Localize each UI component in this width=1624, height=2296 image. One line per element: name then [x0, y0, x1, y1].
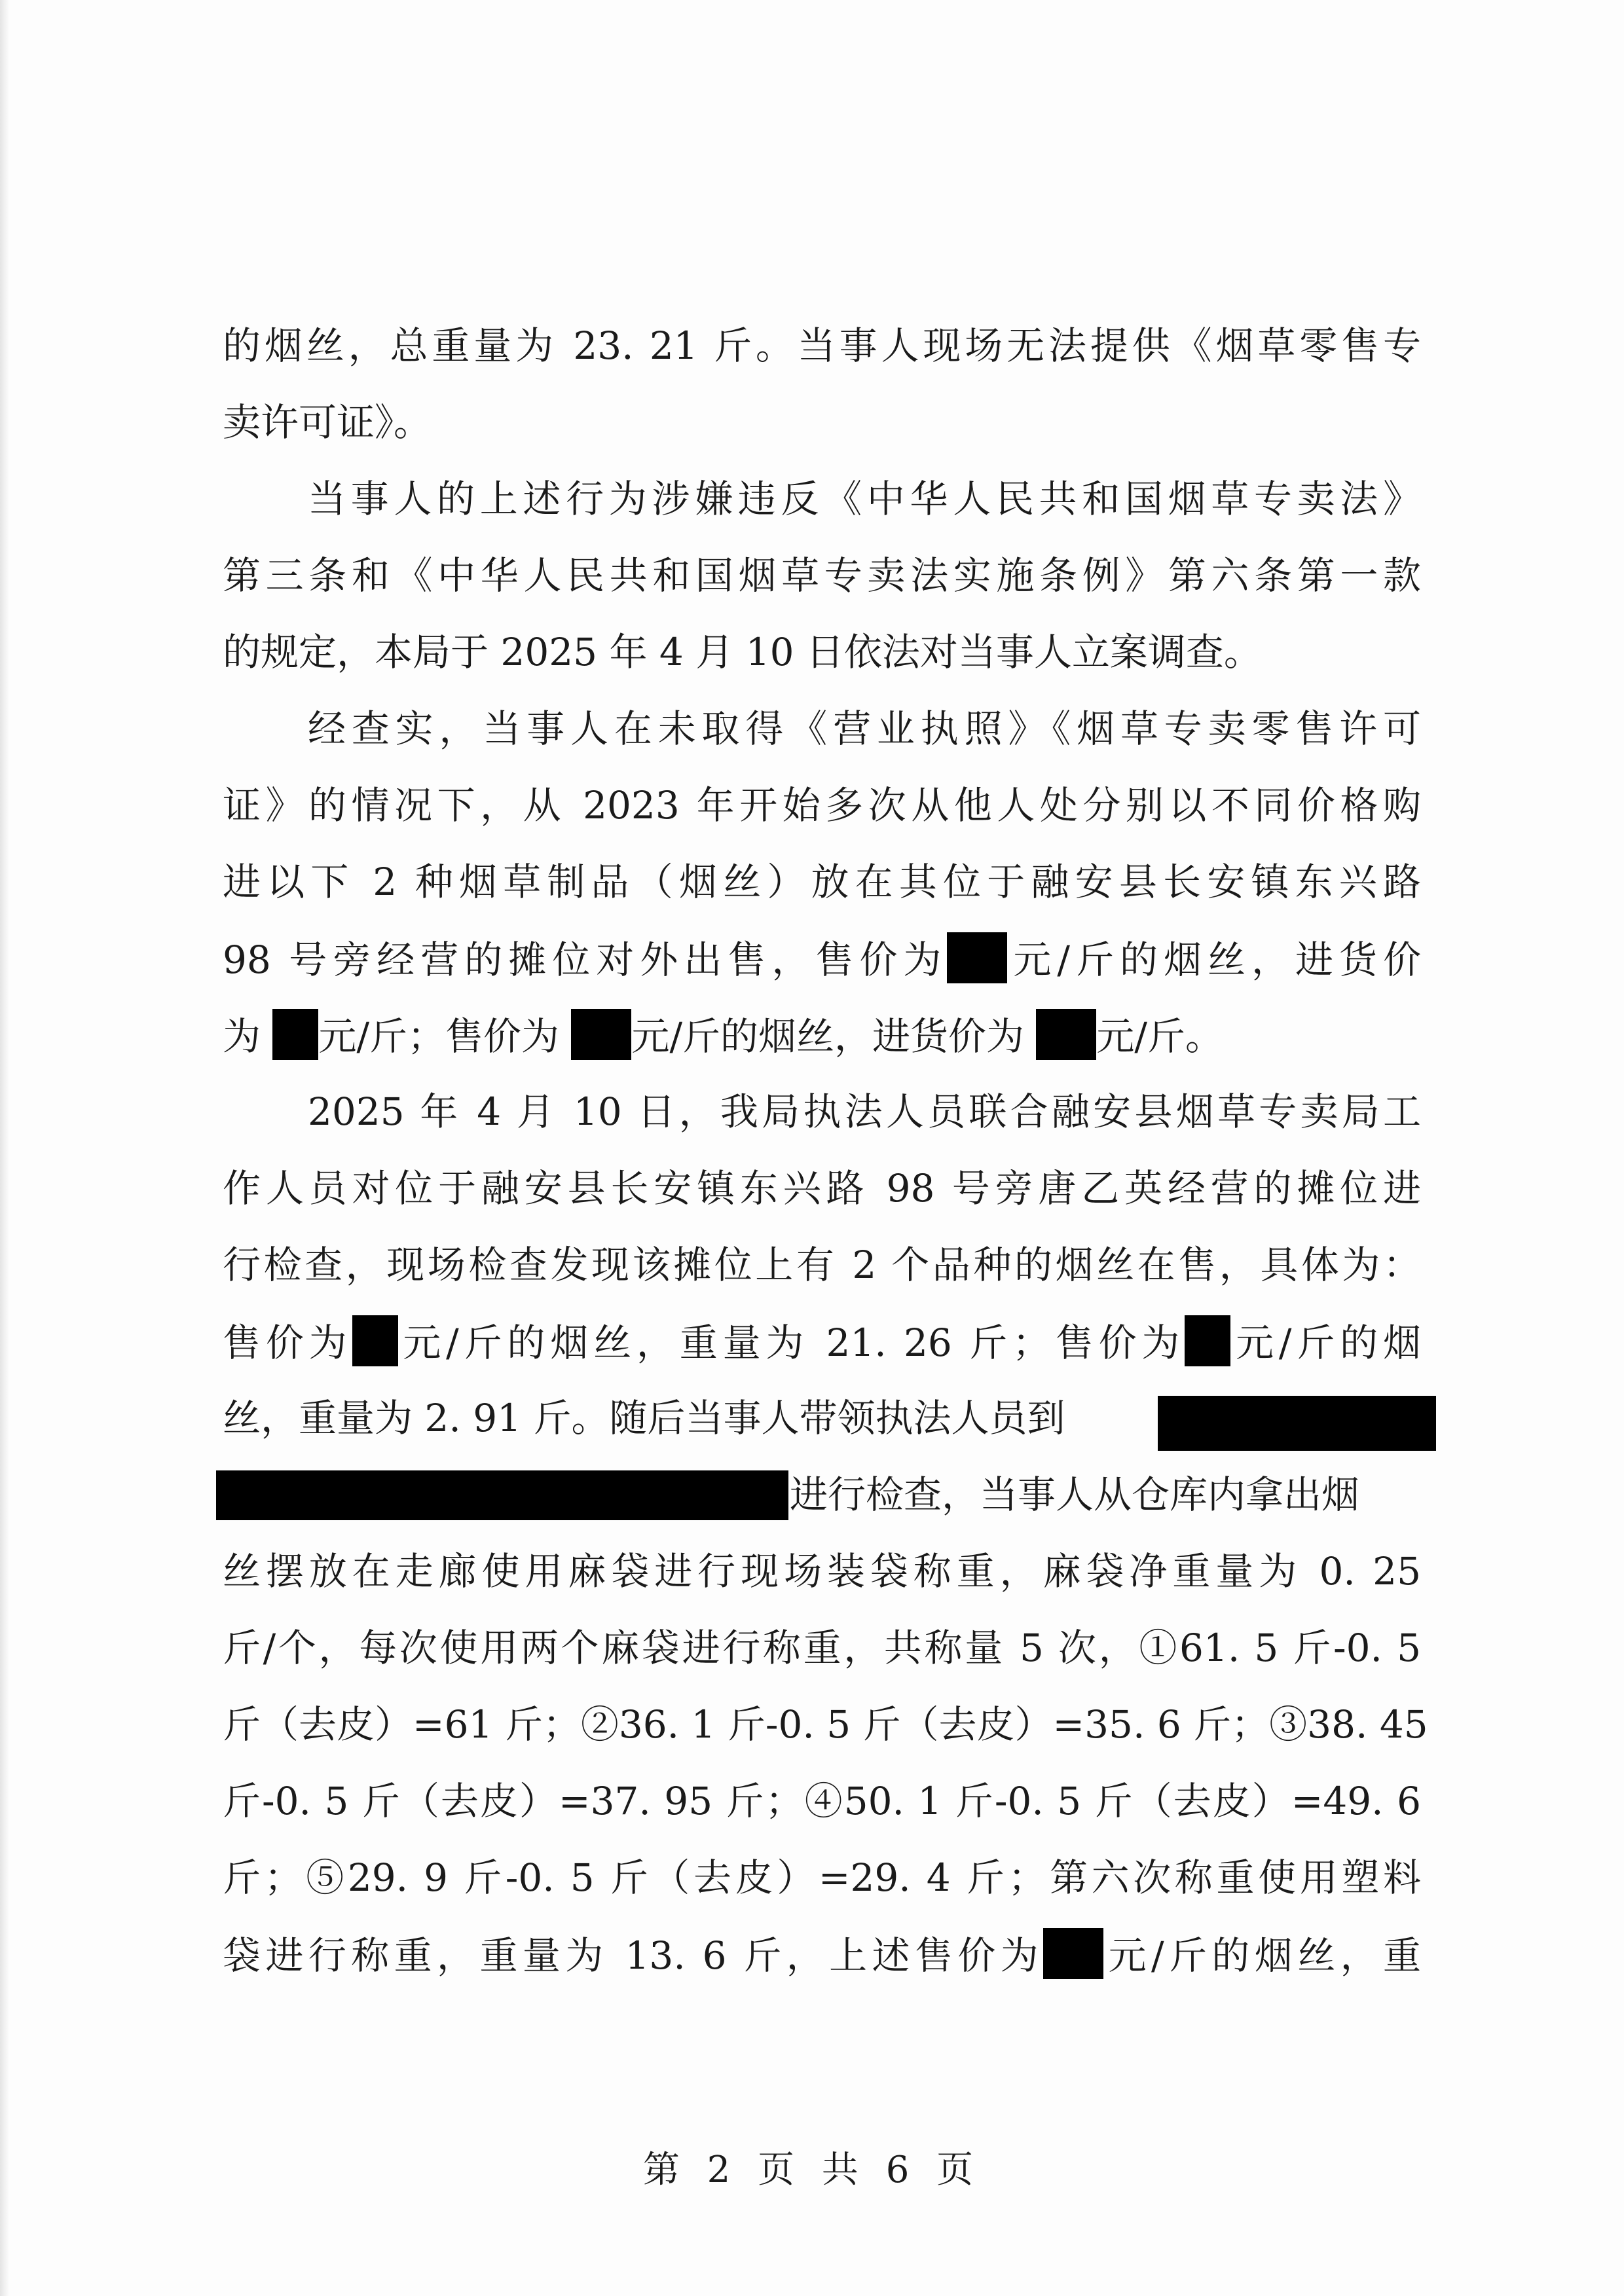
- text-line: 丝摆放在走廊使用麻袋进行现场装袋称重，麻袋净重量为 0. 25: [223, 1549, 1421, 1594]
- text-line: 作人员对位于融安县长安镇东兴路 98 号旁唐乙英经营的摊位进: [223, 1166, 1421, 1211]
- text-segment: 元/斤的烟: [1230, 1321, 1421, 1365]
- text-line: [223, 932, 1421, 985]
- text-line: 行检查，现场检查发现该摊位上有 2 个品种的烟丝在售，具体为：: [223, 1243, 1421, 1287]
- text-line: [223, 1315, 1421, 1368]
- redaction-box: [1043, 1928, 1103, 1979]
- text-segment: 元/斤。: [1096, 1014, 1223, 1059]
- text-line: [223, 1928, 1421, 1980]
- text-segment: 元/斤的烟丝，重: [1103, 1933, 1422, 1978]
- text-segment: 丝，重量为 2. 91 斤。随后当事人带领执法人员到: [223, 1396, 1065, 1440]
- text-segment: 元/斤的烟丝，重量为 21. 26 斤；售价为: [397, 1321, 1185, 1365]
- redaction-box: [1185, 1315, 1230, 1366]
- text-segment: 进行检查，当事人从仓库内拿出烟: [790, 1472, 1360, 1517]
- redaction-box: [1158, 1396, 1436, 1451]
- text-line: 卖许可证》。: [223, 400, 432, 445]
- text-line: 的烟丝，总重量为 23. 21 斤。当事人现场无法提供《烟草零售专: [223, 323, 1421, 368]
- text-line: 斤；⑤29. 9 斤-0. 5 斤（去皮）=29. 4 斤；第六次称重使用塑料: [223, 1855, 1421, 1900]
- text-segment: 为: [223, 1014, 261, 1059]
- redaction-box: [352, 1315, 398, 1366]
- page-number: 第 2 页 共 6 页: [642, 2149, 982, 2191]
- text-line: [790, 1468, 1421, 1521]
- redaction-box: [272, 1009, 318, 1060]
- text-line: 当事人的上述行为涉嫌违反《中华人民共和国烟草专卖法》: [308, 477, 1421, 521]
- text-line: 斤/个，每次使用两个麻袋进行称重，共称量 5 次，①61. 5 斤-0. 5: [223, 1626, 1421, 1670]
- text-segment: 元/斤的烟丝，进货价: [1007, 938, 1421, 982]
- text-line: 2025 年 4 月 10 日，我局执法人员联合融安县烟草专卖局工: [308, 1089, 1421, 1134]
- text-segment: 售价为: [223, 1321, 352, 1365]
- text-line: 经查实，当事人在未取得《营业执照》《烟草专卖零售许可: [308, 706, 1421, 751]
- text-line: 斤（去皮）=61 斤；②36. 1 斤-0. 5 斤（去皮）=35. 6 斤；③38. 45: [223, 1702, 1428, 1747]
- text-line: 进以下 2 种烟草制品（烟丝）放在其位于融安县长安镇东兴路: [223, 860, 1421, 904]
- redaction-box: [216, 1470, 788, 1520]
- text-segment: 元/斤的烟丝，进货价为: [631, 1014, 1024, 1059]
- scan-edge: [0, 0, 9, 2296]
- redaction-box: [1036, 1009, 1096, 1060]
- redaction-box: [947, 932, 1007, 983]
- text-line: 第三条和《中华人民共和国烟草专卖法实施条例》第六条第一款: [223, 553, 1421, 598]
- text-line: 证》的情况下，从 2023 年开始多次从他人处分别以不同价格购: [223, 783, 1421, 828]
- text-segment: 袋进行称重，重量为 13. 6 斤，上述售价为: [223, 1933, 1044, 1978]
- redaction-box: [571, 1009, 631, 1060]
- text-line: 的规定，本局于 2025 年 4 月 10 日依法对当事人立案调查。: [223, 630, 1262, 674]
- text-segment: 元/斤；售价为: [318, 1014, 559, 1059]
- text-segment: 98 号旁经营的摊位对外出售，售价为: [223, 938, 948, 982]
- text-line: [223, 1009, 1421, 1061]
- text-line: 斤-0. 5 斤（去皮）=37. 95 斤；④50. 1 斤-0. 5 斤（去皮）=49. 6: [223, 1779, 1421, 1823]
